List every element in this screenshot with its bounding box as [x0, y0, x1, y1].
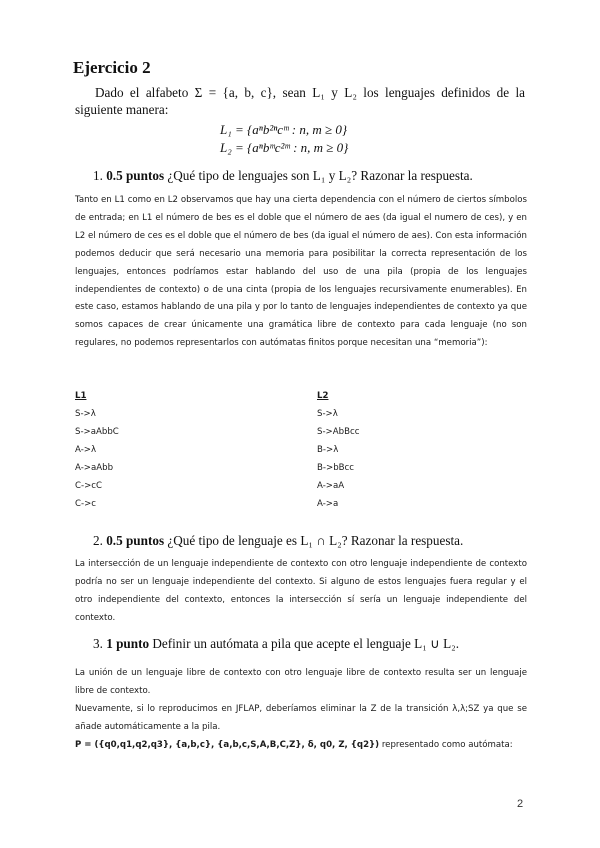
grammar-rule: A->aA	[317, 481, 345, 491]
answer-1	[75, 192, 527, 353]
exercise-title: Ejercicio 2	[73, 58, 151, 77]
page-number: 2	[517, 798, 524, 810]
question-3-number: 3.	[93, 636, 103, 651]
grammar-rule: S->AbBcc	[317, 427, 360, 437]
answer-2-text: La intersección de un lenguaje independiente de contexto con otro lenguaje independiente de contexto podría no ser un lenguaje independiente del contexto. Si alguno de estos lenguajes fuera regular y el otro independiente del contexto, entonces la intersección sí sería un lenguaje independiente del contexto.	[75, 559, 527, 623]
equation-l1: L₁ = {aⁿb²ⁿcᵐ : n, m ≥ 0}	[220, 122, 348, 137]
question-3-text: Definir un autómata a pila que acepte el lenguaje L₁ ∪ L₂.	[152, 636, 460, 651]
question-2	[93, 533, 463, 549]
grammar-rule: S->λ	[75, 409, 96, 419]
grammar-rule: A->λ	[75, 445, 97, 455]
grammar-l2-header: L2	[317, 391, 329, 401]
grammar-rule: S->aAbbC	[75, 427, 119, 437]
grammar-rule: C->cC	[75, 481, 103, 491]
grammar-rule: S->λ	[317, 409, 338, 419]
question-3-points: 1 punto	[106, 636, 150, 651]
grammar-rule: B->λ	[317, 445, 339, 455]
answer-3-paragraph-3	[75, 737, 527, 755]
question-2-points: 0.5 puntos	[106, 533, 165, 548]
grammar-rule: A->a	[317, 499, 339, 509]
question-1-number: 1.	[93, 168, 103, 183]
equation-l2: L₂ = {aⁿbᵐc²ᵐ : n, m ≥ 0}	[220, 140, 349, 155]
answer-1-text: Tanto en L1 como en L2 observamos que hay una cierta dependencia con el número de ciertos símbolos de entrada; en L1 el número de bes es el doble que el número de aes (da igual el numero de ces), y en L2 el número de ces es el doble que el número de bes (da igual el número de aes). Con esta información podemos deducir que será necesario una memoria para posibilitar la correcta representación de los lenguajes, entonces podríamos estar hablando del uso de una pila (propia de los lenguajes independientes de contexto) o de una cinta (propia de los lenguajes recursivamente enumerables). En este caso, estamos hablando de una pila y por lo tanto de lenguajes independientes de contexto ya que somos capaces de crear únicamente una gramática libre de contexto para cada lenguaje (no son regulares, no podemos representarlos con autómatas finitos porque necesitan una “memoria”):	[75, 195, 527, 349]
answer-3-paragraph-2: Nuevamente, si lo reproducimos en JFLAP, deberíamos eliminar la Z de la transición λ,λ;SZ ya que se añade automáticamente a la pila.	[75, 703, 527, 732]
question-1-text: ¿Qué tipo de lenguajes son L₁ y L₂? Razonar la respuesta.	[167, 168, 473, 183]
grammar-l1-header: L1	[75, 391, 87, 401]
question-3	[93, 636, 459, 652]
question-2-text: ¿Qué tipo de lenguaje es L₁ ∩ L₂? Razonar la respuesta.	[167, 533, 464, 548]
question-1	[93, 168, 473, 184]
answer-3	[75, 665, 527, 755]
question-2-number: 2.	[93, 533, 103, 548]
pda-definition-suffix: representado como autómata:	[379, 739, 513, 750]
question-1-points: 0.5 puntos	[106, 168, 165, 183]
grammar-l2	[317, 387, 359, 513]
grammar-l1	[75, 387, 119, 513]
grammar-rule: A->aAbb	[75, 463, 114, 473]
exercise-intro: Dado el alfabeto Σ = {a, b, c}, sean L₁ y L₂ los lenguajes definidos de la siguiente manera:	[75, 85, 525, 117]
pda-definition: P = ({q0,q1,q2,q3}, {a,b,c}, {a,b,c,S,A,B,C,Z}, δ, q0, Z, {q2})	[75, 739, 380, 750]
grammar-rule: C->c	[75, 499, 97, 509]
answer-3-paragraph-1: La unión de un lenguaje libre de contexto con otro lenguaje libre de contexto resulta ser un lenguaje libre de contexto.	[75, 668, 527, 696]
grammar-rule: B->bBcc	[317, 463, 354, 473]
answer-2	[75, 556, 527, 628]
